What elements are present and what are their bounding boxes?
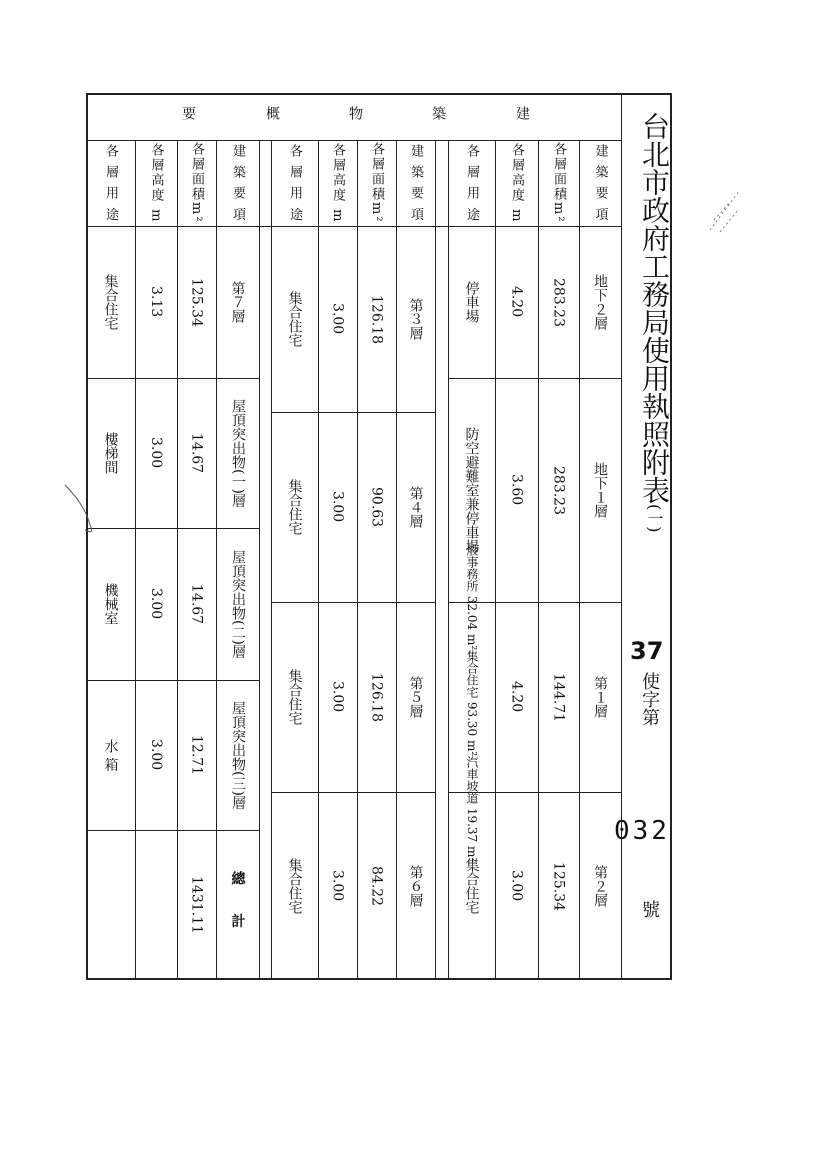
t3-use: 樓梯間	[102, 432, 119, 474]
t3-area: 12.71	[188, 734, 205, 776]
floor-line: 屋頂突出	[230, 398, 246, 455]
floor-line: 物(三)層	[230, 756, 246, 810]
t2-use: 集合住宅	[286, 858, 303, 914]
use-line: 集合住宅 93.30 m²	[465, 649, 479, 757]
license-number: 37	[630, 637, 664, 665]
row-label-floor: 建 築 要 項	[408, 143, 423, 223]
t1-height: 4.20	[508, 286, 525, 318]
t2-floor: 第６層	[407, 865, 424, 907]
t1-floor: 第１層	[592, 676, 608, 718]
t2-use: 集合住宅	[286, 291, 303, 347]
t2-height: 3.00	[329, 303, 346, 335]
t1-use: 停車場	[463, 281, 480, 323]
row-label-use: 各 層 用 途	[103, 143, 118, 223]
t1-area: 125.34	[550, 861, 567, 911]
row-label-area: 各層面積m²	[369, 142, 384, 224]
band-char: 築	[430, 106, 446, 120]
t2-floor: 第３層	[407, 298, 424, 340]
t3-height: 3.00	[148, 739, 164, 771]
row-label-use: 各 層 用 途	[464, 143, 479, 223]
license-end: 號	[639, 900, 660, 918]
band-char: 概	[264, 106, 280, 120]
t3-floor-multi	[216, 680, 259, 830]
license-word: 使字第	[639, 672, 660, 726]
row-label-floor: 建 築 要 項	[592, 143, 608, 223]
row-label-height: 各層高度 m	[330, 142, 345, 224]
t3-height: 3.13	[148, 286, 164, 318]
t3-total-use	[86, 830, 135, 980]
t3-total-height	[135, 830, 177, 980]
t3-floor-multi	[216, 378, 259, 528]
use-line: 一般事務所 32.04 m²	[465, 531, 479, 650]
t1-height: 3.00	[508, 870, 525, 902]
use-line: 汽車坡道 19.37 m²	[465, 756, 479, 863]
t1-floor: 第２層	[592, 865, 608, 907]
row-label-floor: 建 築 要 項	[230, 143, 245, 223]
t1-use: 集合住宅	[463, 858, 480, 914]
t1-area: 283.23	[550, 277, 567, 327]
t3-total-area: 1431.11	[188, 876, 205, 934]
t3-height: 3.00	[148, 437, 164, 469]
row-label-use: 各 層 用 途	[287, 143, 302, 223]
t3-total-label: 總 計	[229, 870, 246, 940]
t2-height: 3.00	[329, 681, 346, 713]
t2-area: 126.18	[368, 294, 385, 344]
t2-area: 84.22	[368, 865, 385, 907]
t3-height: 3.00	[148, 588, 164, 620]
t2-area: 126.18	[368, 672, 385, 722]
row-label-area: 各層面積m²	[551, 142, 566, 224]
row-label-area: 各層面積m²	[189, 142, 204, 224]
floor-line: 物(一)層	[230, 454, 246, 508]
t3-area: 125.34	[188, 277, 205, 327]
t2-height: 3.00	[329, 870, 346, 902]
t1-use-multi	[448, 531, 495, 863]
t1-floor: 地下１層	[592, 462, 608, 518]
t1-area: 144.71	[550, 672, 567, 722]
band-char: 建	[514, 106, 530, 120]
floor-line: 屋頂突出	[230, 549, 246, 606]
grid-line	[435, 140, 436, 980]
scan-speck	[60, 480, 110, 540]
t3-floor: 第７層	[229, 281, 246, 323]
band-char: 要	[180, 106, 196, 120]
license-serial: 032	[614, 816, 670, 846]
t3-area: 14.67	[188, 583, 205, 625]
band-char: 物	[347, 106, 363, 120]
table-right-edge	[621, 93, 622, 980]
t2-floor: 第５層	[407, 676, 424, 718]
grid-line	[259, 140, 260, 980]
t2-floor: 第４層	[407, 486, 424, 528]
title-suffix: (一)	[645, 504, 664, 533]
t1-use: 防空避難室兼停車場	[463, 427, 480, 553]
row-label-height: 各層高度 m	[509, 142, 524, 224]
t1-height: 3.60	[508, 474, 525, 506]
row-label-height: 各層高度 m	[148, 142, 164, 224]
scan-speck	[700, 180, 750, 240]
floor-line: 屋頂突出	[230, 700, 246, 757]
t3-use: 水 箱	[102, 738, 119, 772]
t1-area: 283.23	[550, 465, 567, 515]
t3-use: 機械室	[102, 583, 119, 625]
t2-area: 90.63	[368, 486, 385, 528]
t1-height: 4.20	[508, 681, 525, 713]
t2-use: 集合住宅	[286, 669, 303, 725]
floor-line: 物(二)層	[230, 605, 246, 659]
t2-use: 集合住宅	[286, 479, 303, 535]
t3-floor-multi	[216, 528, 259, 680]
t3-area: 14.67	[188, 432, 205, 474]
t2-height: 3.00	[329, 491, 346, 523]
t3-use: 集合住宅	[102, 274, 119, 330]
t1-floor: 地下２層	[592, 274, 608, 330]
document-title: 台北市政府工務局使用執照附表(一)	[638, 112, 671, 533]
